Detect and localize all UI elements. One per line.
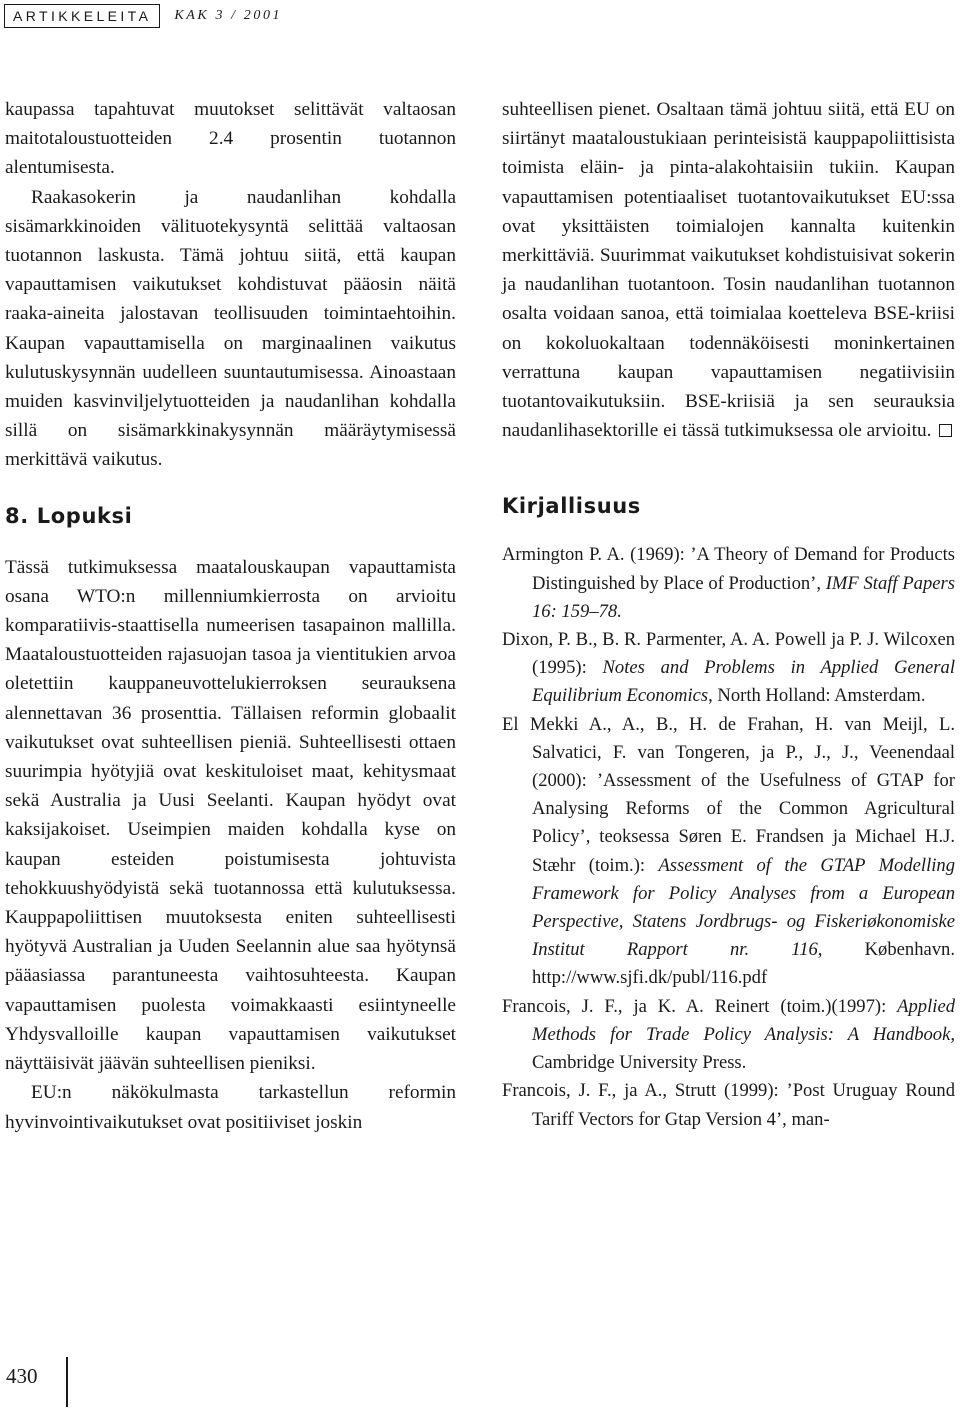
reference-item [502,541,955,626]
reference-list [502,541,955,1133]
reference-text: Armington P. A. (1969): ’A Theory of Demand for Products Distinguished by Place of Production’, [502,544,955,594]
reference-text: Dixon, P. B., B. R. Parmenter, A. A. Powell ja P. J. Wilcoxen (1995): [502,629,955,679]
paragraph: Raakasokerin ja naudanlihan kohdalla sisämarkkinoiden välituotekysyntä selittää valtaosan tuotannon laskusta. Tämä johtuu siitä, että kaupan vapauttamisen vaikutukset kohdistuvat pääosin näitä raaka-aineita jalostavan teollisuuden toimintaehtoihin. Kaupan vapauttamisella on marginaalinen vaikutus kulutuskysynnän uudelleen suuntautumisessa. Ainoastaan muiden kasvinviljelytuotteiden ja naudanlihan kohdalla sillä on sisämarkkinakysynnän määräytymisessä merkittävä vaikutus. [5,186,456,471]
reference-title: Notes and Problems in Applied General Equilibrium Economics [532,657,955,707]
reference-item [502,626,955,711]
paragraph: EU:n näkökulmasta tarkastellun reformin hyvinvointivaikutukset ovat positiiviset joskin [5,1082,456,1133]
reference-text: , North Holland: Amsterdam. [708,685,926,707]
page-footer [6,1356,38,1396]
reference-text: København. http://www.sjfi.dk/publ/116.pdf [532,939,955,989]
reference-text: Francois, J. F., ja K. A. Reinert (toim.)(1997): [502,995,898,1017]
paragraph: Tässä tutkimuksessa maatalouskaupan vapauttamista osana WTO:n millenniumkierrosta on arvioitu komparatiivis-staattisella numeerisen tasapainon mallilla. Maataloustuotteiden rajasuojan tasoa ja vientitukien arvoa oletettiin kauppaneuvottelukierroksen seurauksena alennettavan 36 prosenttia. Tällaisen reformin globaalit vaikutukset ovat suhteellisen pieniä. Suhteellisesti ottaen suurimpia hyötyjiä ovat keskituloiset maat, kehitysmaat sekä Australia ja Uusi Seelanti. Kaupan hyödyt ovat kaksijakoiset. Useimpien maiden kohdalla kyse on kaupan esteiden poistumisesta johtuvista tehokkuushyödyistä sekä tuotannossa että kulutuksessa. Kauppapoliittisen muutoksesta eniten suhteellisesti hyötyvä Australian ja Uuden Seelannin alue saa hyötynsä pääasiassa parantuneesta vaihtosuhteesta. Kaupan vapauttamisen puolesta voimakkaasti esiintyneelle Yhdysvalloille kaupan vapauttamisen vaikutukset näyttäisivät jäävän suhteellisen pieniksi. [5,556,456,1075]
reference-text: El Mekki A., A., B., H. de Frahan, H. van Meijl, L. Salvatici, F. van Tongeren, ja P., J., J., Veenendaal (2000): ’Assessment of the Usefulness of GTAP for Analysing Reforms of the Common Agricultural Policy’, teoksessa Søren E. Frandsen ja Michael H.J. Stæhr (toim.): [502,713,955,876]
section-heading [5,502,456,531]
reference-title: Assessment of the GTAP Modelling Framework for Policy Analyses from a European Perspective, Statens Jordbrugs- og Fiskeriøkonomiske Institut Rapport nr. 116, [532,854,955,961]
reference-text: Cambridge University Press. [532,1052,747,1074]
reference-text: Francois, J. F., ja A., Strutt (1999): ’Post Uruguay Round Tariff Vectors for Gtap Version 4’, man- [502,1080,955,1130]
paragraph-text: suhteellisen pienet. Osaltaan tämä johtuu siitä, että EU on siirtänyt maataloustukiaan perinteisistä kauppapoliittisista toimista eläin- ja pinta-alakohtaisiin tukiin. Kaupan vapauttamisen potentiaaliset tuotantovaikutukset EU:ssa ovat yksittäisten toimialojen kannalta kuitenkin merkittäviä. Suurimmat vaikutukset kohdistuisivat sokerin ja naudanlihan tuotantoon. Tosin naudanlihan tuotannon osalta voidaan sanoa, että toimialaa koetteleva BSE-kriisi on kokoluokaltaan todennäköisesti moninkertainen verrattuna kaupan vapauttamisen negatiivisiin tuotantovaikutuksiin. BSE-kriisiä ja sen seurauksia naudanlihasektorille ei tässä tutkimuksessa ole arvioitu. [502,99,955,442]
end-of-article-icon [939,424,952,437]
reference-title: IMF Staff Papers 16: 159–78. [532,572,955,622]
section-title: Lopuksi [36,503,133,528]
running-header [4,4,282,28]
reference-item [502,1077,955,1133]
reference-title: Applied Methods for Trade Policy Analysis: A Handbook, [532,995,955,1045]
left-column [5,95,456,1137]
section-label: ARTIKKELEITA [4,4,160,28]
page-number: 430 [6,1364,38,1388]
footer-divider [66,1357,68,1407]
paragraph [502,95,955,445]
section-number: 8. [5,503,29,528]
issue-label: KAK 3 / 2001 [174,8,283,23]
paragraph: kaupassa tapahtuvat muutokset selittävät valtaosan maitotaloustuotteiden 2.4 prosentin tuotannon alentumisesta. [5,99,456,179]
reference-item [502,993,955,1078]
references-heading: Kirjallisuus [502,494,641,519]
right-column [502,95,955,1134]
reference-item [502,711,955,993]
